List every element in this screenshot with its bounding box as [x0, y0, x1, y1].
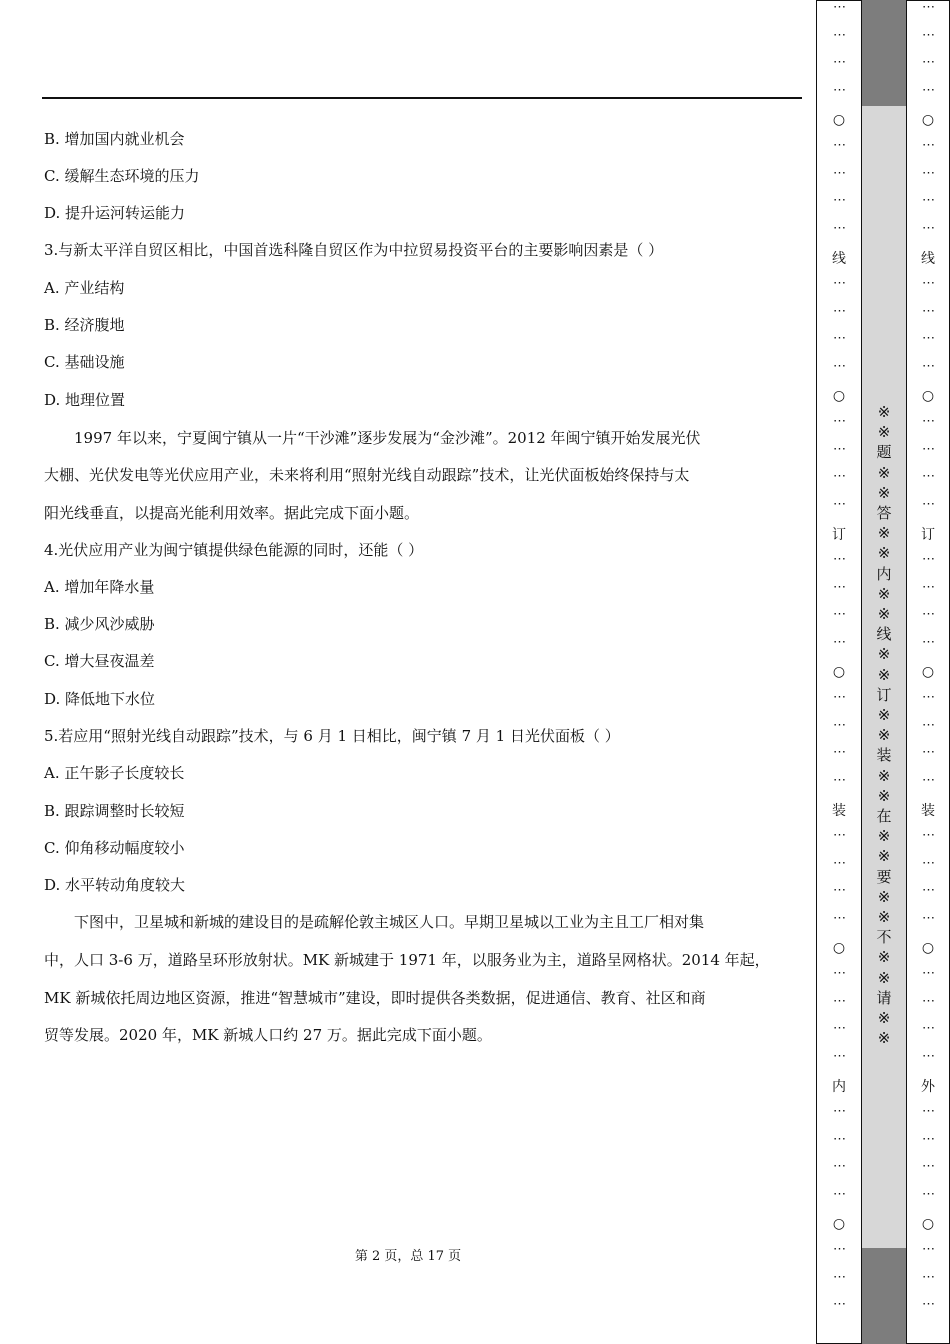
- right-binding-dots: ⋯: [922, 690, 934, 705]
- warning-char: ※: [877, 827, 891, 846]
- warning-char: 装: [876, 746, 892, 765]
- right-binding-dots: ⋯: [922, 579, 934, 595]
- binding-tab-top: [862, 0, 906, 106]
- left-binding-dots: ⋯: [833, 55, 845, 71]
- left-binding-dots: ⋯: [833, 993, 845, 1009]
- right-binding-dots: ⋯: [922, 552, 934, 567]
- right-binding-dots: ⋯: [922, 220, 934, 236]
- right-binding-dots: ⋯: [922, 165, 934, 181]
- binding-warning-text: [862, 402, 906, 1049]
- left-binding-dots: ⋯: [833, 358, 845, 374]
- question-stem: 5.若应用“照射光线自动跟踪”技术，与 6 月 1 日相比，闽宁镇 7 月 1 日光伏面板（ ）: [44, 727, 620, 745]
- warning-char: ※: [877, 463, 891, 482]
- right-binding-dots: ⋯: [922, 1131, 934, 1147]
- left-binding-dots: ⋯: [833, 1021, 845, 1037]
- right-binding-dots: ⋯: [922, 1269, 934, 1285]
- passage-line: 阳光线垂直，以提高光能利用效率。据此完成下面小题。: [44, 504, 420, 522]
- left-binding-dots: ⋯: [833, 1159, 845, 1175]
- left-binding-dots: ⋯: [833, 193, 845, 209]
- warning-char: ※: [877, 1009, 891, 1028]
- left-binding-dots: ⋯: [833, 883, 845, 899]
- left-binding-circle: ○: [832, 940, 846, 956]
- option-line: D. 水平转动角度较大: [44, 876, 186, 894]
- warning-char: ※: [877, 968, 891, 987]
- page-footer: 第 2 页，总 17 页: [354, 1249, 462, 1264]
- left-binding-mark: 线: [832, 251, 846, 267]
- warning-char: ※: [877, 766, 891, 785]
- left-binding-dots: ⋯: [833, 1242, 845, 1257]
- right-binding-dots: ⋯: [922, 358, 934, 374]
- right-binding-dots: ⋯: [922, 55, 934, 71]
- option-line: D. 地理位置: [44, 391, 126, 409]
- option-line: D. 降低地下水位: [44, 690, 156, 708]
- left-binding-mark: 订: [832, 527, 846, 543]
- right-binding-dots: ⋯: [922, 331, 934, 347]
- passage-line: 下图中，卫星城和新城的建设目的是疏解伦敦主城区人口。早期卫星城以工业为主且工厂相对集: [44, 913, 705, 931]
- left-binding-dots: ⋯: [833, 1297, 845, 1313]
- warning-char: ※: [877, 706, 891, 725]
- left-binding-dots: ⋯: [833, 469, 845, 485]
- right-binding-dots: ⋯: [922, 634, 934, 650]
- question-stem: 3.与新太平洋自贸区相比，中国首选科隆自贸区作为中拉贸易投资平台的主要影响因素是（ ）: [44, 241, 664, 259]
- right-binding-circle: ○: [921, 112, 935, 128]
- left-binding-dots: ⋯: [833, 966, 845, 981]
- question-stem: 4.光伏应用产业为闽宁镇提供绿色能源的同时，还能（ ）: [44, 541, 424, 559]
- right-binding-dots: ⋯: [922, 855, 934, 871]
- warning-char: ※: [877, 786, 891, 805]
- left-binding-dots: ⋯: [833, 910, 845, 926]
- option-line: C. 仰角移动幅度较小: [44, 839, 185, 857]
- option-line: C. 基础设施: [44, 353, 125, 371]
- left-binding-dots: ⋯: [833, 607, 845, 623]
- left-binding-dots: ⋯: [833, 496, 845, 512]
- right-binding-dots: ⋯: [922, 276, 934, 291]
- left-binding-dots: ⋯: [833, 1104, 845, 1119]
- right-binding-circle: ○: [921, 1216, 935, 1232]
- option-line: C. 增大昼夜温差: [44, 652, 155, 670]
- left-binding-mark: 内: [832, 1079, 846, 1095]
- warning-char: ※: [877, 524, 891, 543]
- right-binding-mark: 订: [921, 527, 935, 543]
- right-binding-dots: ⋯: [922, 993, 934, 1009]
- right-binding-dots: ⋯: [922, 414, 934, 429]
- left-binding-dots: ⋯: [833, 1186, 845, 1202]
- warning-char: ※: [877, 726, 891, 745]
- right-binding-mark: 线: [921, 251, 935, 267]
- warning-char: 在: [876, 807, 892, 826]
- warning-char: ※: [877, 948, 891, 967]
- passage-line: MK 新城依托周边地区资源，推进“智慧城市”建设，即时提供各类数据，促进通信、教育、社区和商: [44, 989, 706, 1007]
- warning-char: ※: [877, 908, 891, 927]
- left-binding-dots: ⋯: [833, 165, 845, 181]
- warning-char: ※: [877, 665, 891, 684]
- right-binding-dots: ⋯: [922, 138, 934, 153]
- left-binding-circle: ○: [832, 1216, 846, 1232]
- right-binding-dots: ⋯: [922, 496, 934, 512]
- right-binding-dots: ⋯: [922, 883, 934, 899]
- warning-char: 答: [876, 504, 892, 523]
- right-binding-dots: ⋯: [922, 27, 934, 43]
- option-line: D. 提升运河转运能力: [44, 204, 186, 222]
- warning-char: 不: [876, 928, 892, 947]
- warning-char: 要: [876, 867, 892, 886]
- left-binding-dots: ⋯: [833, 855, 845, 871]
- option-line: A. 正午影子长度较长: [44, 764, 185, 782]
- passage-line: 中，人口 3-6 万，道路呈环形放射状。MK 新城建于 1971 年，以服务业为主，道路呈网格状。2014 年起，: [44, 951, 770, 969]
- warning-char: ※: [877, 423, 891, 442]
- warning-char: ※: [877, 483, 891, 502]
- left-binding-dots: ⋯: [833, 772, 845, 788]
- option-line: A. 增加年降水量: [44, 578, 155, 596]
- left-binding-dots: ⋯: [833, 331, 845, 347]
- right-binding-dots: ⋯: [922, 82, 934, 98]
- warning-char: ※: [877, 403, 891, 421]
- right-binding-dots: ⋯: [922, 828, 934, 843]
- left-binding-dots: ⋯: [833, 303, 845, 319]
- passage-line: 大棚、光伏发电等光伏应用产业，未来将利用“照射光线自动跟踪”技术，让光伏面板始终保持与太: [44, 466, 690, 484]
- right-binding-dots: ⋯: [922, 469, 934, 485]
- left-binding-dots: ⋯: [833, 276, 845, 291]
- right-binding-dots: ⋯: [922, 1297, 934, 1313]
- right-binding-dots: ⋯: [922, 1021, 934, 1037]
- left-binding-circle: ○: [832, 112, 846, 128]
- warning-char: 内: [876, 564, 892, 583]
- left-binding-dots: ⋯: [833, 552, 845, 567]
- passage-line: 1997 年以来，宁夏闽宁镇从一片“干沙滩”逐步发展为“金沙滩”。2012 年闽宁镇开始发展光伏: [44, 429, 701, 447]
- right-binding-dots: ⋯: [922, 910, 934, 926]
- right-binding-dots: ⋯: [922, 745, 934, 761]
- warning-char: 订: [876, 685, 892, 704]
- left-binding-circle: ○: [832, 388, 846, 404]
- right-binding-dots: ⋯: [922, 193, 934, 209]
- right-binding-circle: ○: [921, 664, 935, 680]
- left-binding-dots: ⋯: [833, 579, 845, 595]
- right-binding-dots: ⋯: [922, 441, 934, 457]
- left-binding-dots: ⋯: [833, 1269, 845, 1285]
- option-line: A. 产业结构: [44, 279, 125, 297]
- left-binding-dots: ⋯: [833, 828, 845, 843]
- binding-tab-bottom: [862, 1248, 906, 1344]
- right-binding-dots: ⋯: [922, 966, 934, 981]
- warning-char: ※: [877, 605, 891, 624]
- left-binding-mark: 装: [832, 803, 846, 819]
- option-line: B. 减少风沙威胁: [44, 615, 155, 633]
- passage-line: 贸等发展。2020 年，MK 新城人口约 27 万。据此完成下面小题。: [44, 1026, 492, 1044]
- right-binding-dots: ⋯: [922, 1242, 934, 1257]
- left-binding-dots: ⋯: [833, 634, 845, 650]
- left-binding-dots: ⋯: [833, 138, 845, 153]
- right-binding-dots: ⋯: [922, 1159, 934, 1175]
- left-binding-dots: ⋯: [833, 717, 845, 733]
- left-binding-dots: ⋯: [833, 220, 845, 236]
- left-binding-circle: ○: [832, 664, 846, 680]
- right-binding-dots: ⋯: [922, 1186, 934, 1202]
- option-line: B. 跟踪调整时长较短: [44, 802, 185, 820]
- right-binding-dots: ⋯: [922, 0, 934, 15]
- left-binding-dots: ⋯: [833, 82, 845, 98]
- warning-char: ※: [877, 645, 891, 664]
- warning-char: ※: [877, 887, 891, 906]
- warning-char: ※: [877, 847, 891, 866]
- left-binding-dots: ⋯: [833, 690, 845, 705]
- right-binding-dots: ⋯: [922, 717, 934, 733]
- warning-char: 线: [876, 625, 892, 644]
- left-binding-dots: ⋯: [833, 441, 845, 457]
- left-binding-dots: ⋯: [833, 414, 845, 429]
- left-binding-dots: ⋯: [833, 745, 845, 761]
- option-line: B. 增加国内就业机会: [44, 130, 185, 148]
- left-binding-dots: ⋯: [833, 27, 845, 43]
- warning-char: ※: [877, 584, 891, 603]
- option-line: C. 缓解生态环境的压力: [44, 167, 200, 185]
- right-binding-circle: ○: [921, 940, 935, 956]
- right-binding-circle: ○: [921, 388, 935, 404]
- right-binding-dots: ⋯: [922, 607, 934, 623]
- right-binding-mark: 外: [921, 1079, 935, 1095]
- option-line: B. 经济腹地: [44, 316, 125, 334]
- right-binding-dots: ⋯: [922, 1104, 934, 1119]
- right-binding-mark: 装: [921, 803, 935, 819]
- warning-char: 题: [876, 443, 892, 462]
- warning-char: ※: [877, 1029, 891, 1048]
- warning-char: 请: [876, 988, 892, 1007]
- warning-char: ※: [877, 544, 891, 563]
- header-rule: [42, 97, 802, 99]
- right-binding-dots: ⋯: [922, 1048, 934, 1064]
- left-binding-dots: ⋯: [833, 1131, 845, 1147]
- right-binding-dots: ⋯: [922, 772, 934, 788]
- left-binding-dots: ⋯: [833, 0, 845, 15]
- left-binding-dots: ⋯: [833, 1048, 845, 1064]
- right-binding-dots: ⋯: [922, 303, 934, 319]
